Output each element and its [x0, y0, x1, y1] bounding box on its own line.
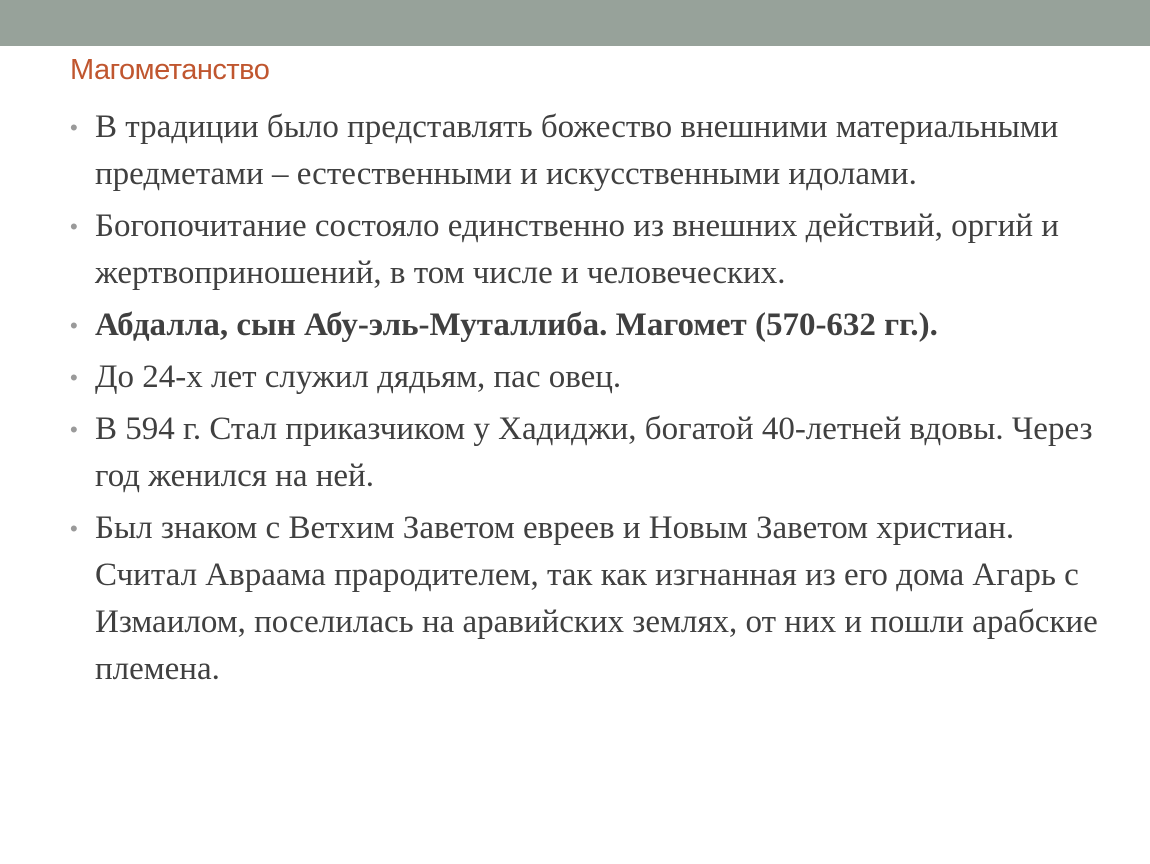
bullet-item-bold	[70, 302, 1120, 349]
bullet-dot-icon: •	[70, 417, 78, 442]
bullet-text: До 24-х лет служил дядьям, пас овец.	[95, 359, 622, 395]
bullet-text: Абдалла, сын Абу-эль-Муталлиба. Магомет (570-632 гг.).	[95, 307, 938, 343]
bullet-item	[70, 354, 1120, 401]
bullet-item	[70, 406, 1120, 500]
bullet-text: Был знаком с Ветхим Заветом евреев и Новым Заветом христиан. Считал Авраама прародителем, так как изгнанная из его дома Агарь с Измаилом, поселилась на аравийских землях, от них и пошли арабские племена.	[95, 510, 1098, 687]
bullet-dot-icon: •	[70, 115, 78, 140]
bullet-item	[70, 104, 1120, 198]
top-band	[0, 0, 1150, 46]
bullet-text: В традиции было представлять божество внешними материальными предметами – естественными и искусственными идолами.	[95, 109, 1059, 192]
bullet-dot-icon: •	[70, 214, 78, 239]
bullet-list	[70, 104, 1120, 698]
bullet-text: В 594 г. Стал приказчиком у Хадиджи, богатой 40-летней вдовы. Через год женился на ней.	[95, 411, 1093, 494]
bullet-dot-icon: •	[70, 365, 78, 390]
bullet-dot-icon: •	[70, 516, 78, 541]
bullet-item	[70, 505, 1120, 693]
bullet-dot-icon: •	[70, 313, 78, 338]
slide-title: Магометанство	[70, 54, 270, 86]
bullet-item	[70, 203, 1120, 297]
bullet-text: Богопочитание состояло единственно из внешних действий, оргий и жертвоприношений, в том числе и человеческих.	[95, 208, 1059, 291]
